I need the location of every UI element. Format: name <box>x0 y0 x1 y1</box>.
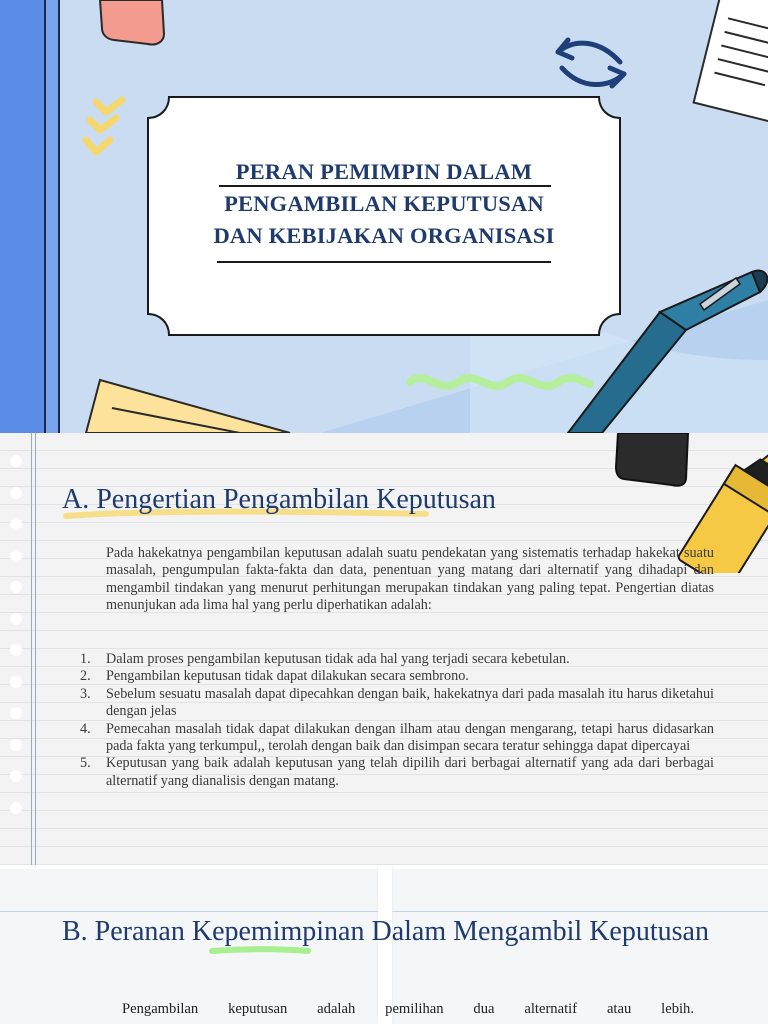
cover-title-line-3: DAN KEBIJAKAN ORGANISASI <box>213 223 555 248</box>
section-a-paragraph: Pada hakekatnya pengambilan keputusan adalah suatu pendekatan yang sistematis terhadap hakekat suatu masalah, pengumpulan fakta-fakta dan data, penentuan yang matang dari alternatif yang dihadapi dan mengambil tindakan yang menurut perhitungan merupakan tindakan yang paling tepat. Pengertian diatas menunjukan ada lima hal yang perlu diperhatikan adalah: <box>106 545 714 614</box>
section-b-heading: B. Peranan Kepemimpinan Dalam Mengambil Keputusan <box>62 916 709 947</box>
swap-arrows-icon <box>558 40 624 86</box>
notebook-spine <box>0 0 46 433</box>
list-item-text: Pemecahan masalah tidak dapat dilakukan dengan ilham atau dengan mengarang, tetapi harus didasarkan pada fakta yang terkumpul,, terolah dengan baik dan disimpan secara teratur sehingga dapat dipercayai <box>106 720 714 755</box>
list-item-text: Dalam proses pengambilan keputusan tidak ada hal yang terjadi secara kebetulan. <box>106 651 570 667</box>
eraser-icon <box>100 0 164 45</box>
cover-title-line-2: PENGAMBILAN KEPUTUSAN <box>224 191 544 216</box>
sticky-note-icon <box>86 380 290 433</box>
list-item-number: 2. <box>80 668 91 685</box>
paper-sheet-icon <box>694 0 768 124</box>
cover-slide <box>0 0 768 433</box>
cover-title <box>147 156 621 252</box>
margin-line <box>31 433 32 865</box>
list-item-text: Pengambilan keputusan tidak dapat dilakukan secara sembrono. <box>106 668 469 685</box>
binder-holes <box>10 455 22 833</box>
section-a-heading: A. Pengertian Pengambilan Keputusan <box>62 484 496 515</box>
chevrons-icon <box>86 100 122 152</box>
criteria-list <box>80 651 714 790</box>
cover-title-line-1: PERAN PEMIMPIN DALAM <box>235 159 533 184</box>
section-b-slide <box>0 865 768 1024</box>
section-a-slide <box>0 433 768 865</box>
list-item <box>80 755 714 790</box>
list-item-text: Keputusan yang baik adalah keputusan yang telah dipilih dari berbagai alternatif yang ada dari berbagai alternatif yang dianalisis dengan matang. <box>106 755 714 789</box>
list-item-number: 1. <box>80 651 91 667</box>
list-item-number: 3. <box>80 685 91 702</box>
list-item-number: 5. <box>80 755 91 772</box>
section-b-paragraph: Pengambilan keputusan adalah pemilihan dua alternatif atau lebih. <box>122 1001 694 1017</box>
list-item <box>80 686 714 721</box>
list-item-text: Sebelum sesuatu masalah dapat dipecahkan dengan baik, hakekatnya dari pada masalah itu harus diketahui dengan jelas <box>106 685 714 720</box>
title-card <box>147 96 621 336</box>
margin-line <box>35 433 36 865</box>
list-item-number: 4. <box>80 720 91 737</box>
list-item <box>80 651 714 668</box>
list-item <box>80 668 714 685</box>
list-item <box>80 721 714 756</box>
